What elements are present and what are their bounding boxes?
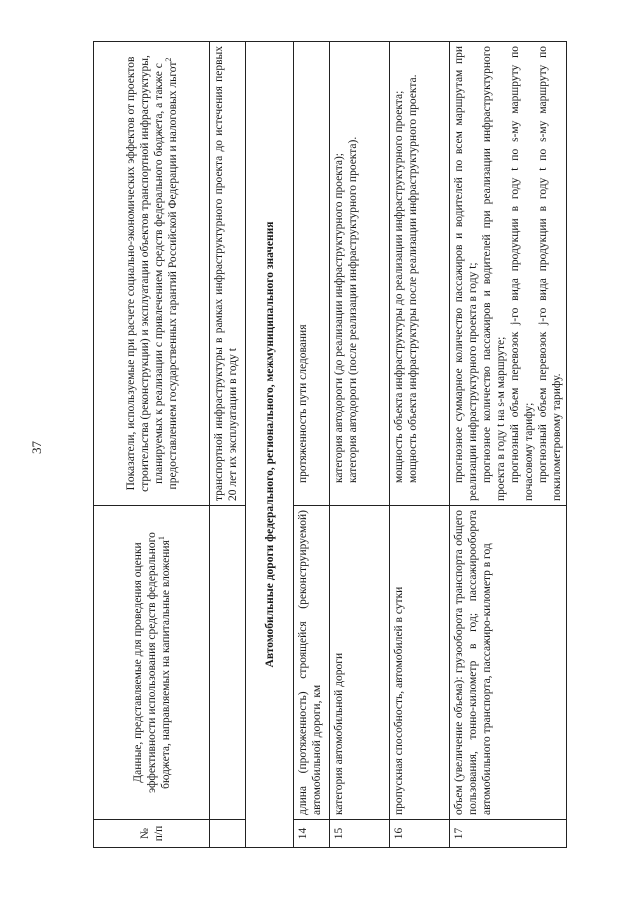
rotated-table-content — [93, 42, 563, 848]
row-17-mid: объем (увеличение объема): грузооборота транспорта общего пользования, тонно-километр в год; пассажирооборота автомобильного транспорта, пассажиро-километр в год — [450, 506, 567, 820]
section-row — [246, 42, 294, 848]
continuation-row — [210, 42, 246, 848]
row-15-right-line: категория автодороги (после реализации инфраструктурного проекта). — [347, 136, 359, 483]
row-14-no: 14 — [294, 820, 330, 848]
table-header-row — [94, 42, 210, 848]
row-15-mid: категория автомобильной дороги — [330, 506, 390, 820]
continuation-mid — [210, 506, 246, 820]
indicators-table — [93, 41, 567, 848]
header-no: № п/п — [94, 820, 210, 848]
table-row — [390, 42, 450, 848]
row-16-right-line: мощность объекта инфраструктуры до реализации инфраструктурного проекта; — [393, 90, 405, 483]
row-16-right-line: мощность объекта инфраструктуры после реализации инфраструктурного проекта. — [407, 74, 419, 483]
row-17-right-line: прогнозное количество пассажиров и водителей при реализации инфраструктурного проекта в году t на s-м маршруте; — [481, 46, 507, 501]
row-15-no: 15 — [330, 820, 390, 848]
header-col-right-footnote: 2 — [163, 57, 173, 62]
header-col-mid — [94, 506, 210, 820]
row-14-right — [294, 42, 330, 506]
header-col-mid-footnote: 1 — [156, 536, 166, 541]
row-16-right — [390, 42, 450, 506]
continuation-text: транспортной инфраструктуры в рамках инфраструктурного проекта до истечения первых 20 лет их эксплуатации в году t — [210, 42, 246, 506]
row-17-right — [450, 42, 567, 506]
row-16-no: 16 — [390, 820, 450, 848]
rotated-table-frame — [93, 42, 563, 848]
table-row — [450, 42, 567, 848]
row-17-right-line: прогнозное суммарное количество пассажиров и водителей по всем маршрутам при реализации инфраструктурного проекта в году t; — [453, 46, 479, 501]
row-15-right-line: категория автодороги (до реализации инфраструктурного проекта); — [333, 152, 345, 483]
row-17-no: 17 — [450, 820, 567, 848]
page-number: 37 — [29, 441, 44, 454]
table-row — [294, 42, 330, 848]
section-title: Автомобильные дороги федерального, регионального, межмуниципального значения — [246, 42, 294, 848]
row-17-right-line: прогнозный объем перевозок j-го вида продукции в году t по s-му маршруту по почасовому тарифу; — [509, 46, 535, 501]
row-16-mid: пропускная способность, автомобилей в сутки — [390, 506, 450, 820]
row-14-right-line: протяженность пути следования — [297, 324, 309, 483]
continuation-no — [210, 820, 246, 848]
header-col-mid-text: Данные, представляемые для проведения оценки эффективности использования средств федерального бюджета, направляемых на капитальные вложения — [131, 532, 172, 793]
row-15-right — [330, 42, 390, 506]
row-14-mid: длина (протяженность) строящейся (реконструируемой) автомобильной дороги, км — [294, 506, 330, 820]
header-col-right — [94, 42, 210, 506]
header-col-right-text: Показатели, используемые при расчете социально-экономических эффектов от проектов строительства (реконструкции) и эксплуатации объектов транспортной инфраструктуры, планируемых к реализации с привлечением средств федерального бюджета, а также с предоставлением государственных гарантий Российской Федерации и налоговых льгот — [124, 55, 179, 492]
row-17-right-line: прогнозный объем перевозок j-го вида продукции в году t по s-му маршруту по покилометровому тарифу. — [537, 46, 563, 501]
table-row — [330, 42, 390, 848]
